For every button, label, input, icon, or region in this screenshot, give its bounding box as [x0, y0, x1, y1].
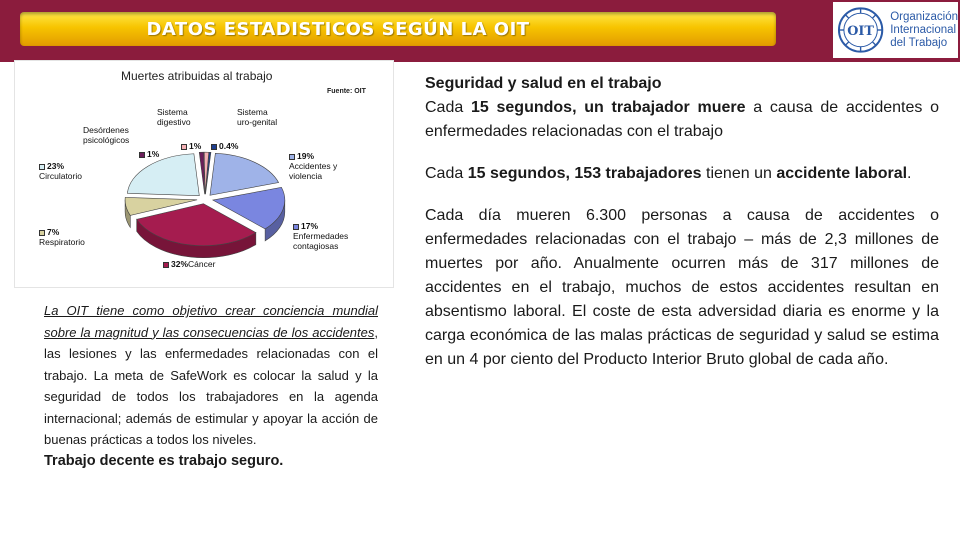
pie-slice-1 [210, 153, 279, 195]
left-paragraph [44, 300, 378, 472]
label-uro-value: 0.4% [211, 141, 238, 151]
oit-seal-icon [837, 6, 884, 54]
chart-title: Muertes atribuidas al trabajo [121, 69, 273, 83]
left-closing: Trabajo decente es trabajo seguro. [44, 452, 284, 469]
label-psicologicos-value: 1% [139, 149, 159, 159]
right-column [425, 72, 939, 390]
oit-logo [833, 2, 958, 58]
right-heading: Seguridad y salud en el trabajo [425, 75, 662, 92]
pie-slice-5 [127, 154, 199, 196]
pie-chart-panel [14, 60, 394, 288]
label-respiratorio: 7% Respiratorio [39, 227, 85, 247]
oit-seal-text: OIT [847, 23, 874, 39]
label-uro: Sistema uro-genital [237, 107, 278, 127]
label-digestivo-value: 1% [181, 141, 201, 151]
left-body: , las lesiones y las enfermedades relacionadas con el trabajo. La meta de SafeWork es colocar la salud y la seguridad de todos los trabajadores en la agenda internacional; además de estimular y apoyar la acción de buenas prácticas a todos los niveles. [44, 324, 378, 447]
pie-slice-6 [199, 152, 204, 194]
label-cancer: 32%Cáncer [163, 259, 215, 269]
header-bar [0, 0, 960, 62]
right-paragraph-1: Seguridad y salud en el trabajo Cada 15 segundos, un trabajador muere a causa de accidentes o enfermedades relacionadas con el trabajo [425, 72, 939, 144]
label-contagiosas: 17% Enfermedades contagiosas [293, 221, 349, 251]
logo-line-1: Organización [890, 10, 958, 23]
label-accidentes: 19% Accidentes y violencia [289, 151, 338, 181]
title-banner [20, 12, 776, 46]
logo-line-3: del Trabajo [890, 36, 948, 49]
logo-text [890, 11, 958, 50]
label-psicologicos: Desórdenes psicológicos [83, 125, 130, 145]
label-circulatorio: 23% Circulatorio [39, 161, 82, 181]
right-paragraph-3: Cada día mueren 6.300 personas a causa de accidentes o enfermedades relacionadas con el trabajo – más de 2,3 millones de muertes por año. Anualmente ocurren más de 317 millones de accidentes en el trabajo, muchos de estos accidentes resultan en absentismo laboral. El coste de esta adversidad diaria es enorme y la carga económica de las malas prácticas de seguridad y salud se estima en un 4 por ciento del Producto Interior Bruto global de cada año. [425, 207, 939, 368]
right-paragraph-2: Cada 15 segundos, 153 trabajadores tienen un accidente laboral. [425, 165, 912, 182]
left-intro: La OIT tiene como objetivo crear conciencia mundial sobre la magnitud y las consecuencias de los accidentes [44, 303, 378, 340]
logo-line-2: Internacional [890, 23, 957, 36]
page-title: DATOS ESTADISTICOS SEGÚN LA OIT [146, 18, 530, 40]
chart-source: Fuente: OIT [327, 88, 366, 95]
label-digestivo: Sistema digestivo [157, 107, 191, 127]
